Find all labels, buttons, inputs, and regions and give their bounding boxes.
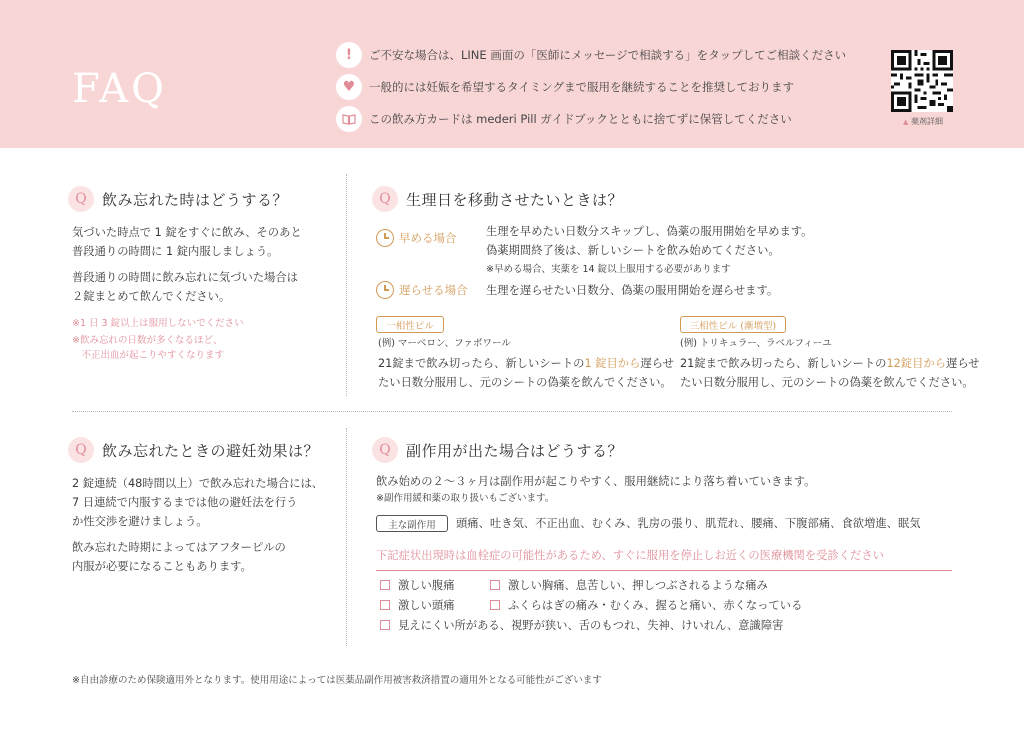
question-title: 副作用が出た場合はどうする？ (406, 441, 624, 460)
notice-text: ご不安な場合は、LINE 画面の「医師にメッセージで相談する」をタップしてご相談ください (369, 48, 847, 62)
answer-text: 気づいた時点で 1 錠をすぐに飲み、そのあと 普段通りの時間に 1 錠内服しましょう。 普段通りの時間に飲み忘れに気づいた場合は ２錠まとめて飲んでください。 (72, 226, 302, 303)
thrombosis-warning: 下記症状出現時は血栓症の可能性があるため、すぐに服用を停止しお近くの医療機関を受診ください (376, 549, 884, 562)
heart-icon: ♥ (336, 74, 362, 100)
checkbox-icon (490, 580, 500, 590)
notice-consult (336, 42, 846, 68)
qr-code[interactable] (891, 50, 953, 112)
book-icon (336, 106, 362, 132)
clock-icon (376, 229, 394, 247)
divider-vertical-top (346, 174, 347, 396)
q-badge: Q (372, 437, 398, 463)
early-description: 生理を早めたい日数分スキップし、偽薬の服用開始を早めます。 偽薬期間終了後は、新しいシートを飲み始めてください。 ※早める場合、実薬を 14 錠以上服用する必要があります (486, 225, 813, 275)
clock-icon (376, 281, 394, 299)
early-label: 早める場合 (376, 229, 457, 247)
symptom-item: 激しい胸痛、息苦しい、押しつぶされるような痛み (490, 577, 768, 593)
triphasic-example: (例) トリキュラー、ラベルフィーユ (680, 338, 832, 349)
triphasic-text: 21錠まで飲み切ったら、新しいシートの12錠目から遅らせ たい日数分服用し、元のシートの偽薬を飲んでください。 (680, 357, 980, 389)
divider-vertical-bottom (346, 428, 347, 646)
q-badge: Q (372, 186, 398, 212)
checkbox-icon (380, 620, 390, 630)
checkbox-icon (380, 600, 390, 610)
footer-note: ※自由診療のため保険適用外となります。使用用途によっては医薬品副作用被害救済措置の適用外となる可能性がございます (72, 675, 602, 686)
checkbox-icon (380, 580, 390, 590)
symptom-item: 激しい腹痛 (380, 577, 455, 593)
answer-notes: ※1 日 3 錠以上は服用しないでください ※飲み忘れの日数が多くなるほど、 不正出血が起こりやすくなります (72, 318, 244, 361)
question-title: 生理日を移動させたいときは？ (406, 190, 624, 209)
main-side-effects-tag: 主な副作用 (376, 515, 448, 532)
triphasic-tag: 三相性ピル (漸増型) (680, 316, 786, 333)
monophasic-tag: 一相性ピル (376, 316, 444, 333)
question-title: 飲み忘れた時はどうする？ (102, 190, 289, 209)
monophasic-text: 21錠まで飲み切ったら、新しいシートの1 錠目から遅らせ たい日数分服用し、元のシートの偽薬を飲んでください。 (378, 357, 674, 389)
faq-question-shift-period (372, 186, 623, 212)
side-effects-intro: 飲み始めの２～３ヶ月は副作用が起こりやすく、服用継続により落ち着いていきます。 ※副作用緩和薬の取り扱いもございます。 (376, 475, 816, 504)
symptom-item: 激しい頭痛 (380, 597, 455, 613)
checkbox-icon (490, 600, 500, 610)
faq-question-missed-dose (68, 186, 288, 212)
question-title: 飲み忘れたときの避妊効果は？ (102, 441, 320, 460)
late-label: 遅らせる場合 (376, 281, 468, 299)
symptom-item: ふくらはぎの痛み・むくみ、握ると痛い、赤くなっている (490, 597, 802, 613)
notice-keep-card (336, 106, 792, 132)
faq-question-contraceptive-effect (68, 437, 319, 463)
qr-caption: ▲ 薬剤詳細 (903, 117, 943, 126)
page-title: FAQ (72, 66, 167, 112)
late-description: 生理を遅らせたい日数分、偽薬の服用開始を遅らせます。 (486, 284, 779, 297)
exclamation-icon: ! (336, 42, 362, 68)
q-badge: Q (68, 186, 94, 212)
header-banner (0, 0, 1024, 148)
notice-text: 一般的には妊娠を希望するタイミングまで服用を継続することを推奨しております (369, 80, 795, 94)
triangle-icon: ▲ (903, 118, 909, 126)
warning-underline (376, 570, 952, 571)
q-badge: Q (68, 437, 94, 463)
notice-text: この飲み方カードは mederi Pill ガイドブックとともに捨てずに保管してください (369, 112, 792, 126)
divider-horizontal (72, 411, 952, 412)
main-side-effects: 頭痛、吐き気、不正出血、むくみ、乳房の張り、肌荒れ、腰痛、下腹部痛、食欲増進、眠気 (456, 517, 921, 530)
symptom-item: 見えにくい所がある、視野が狭い、舌のもつれ、失神、けいれん、意識障害 (380, 617, 783, 633)
faq-question-side-effects (372, 437, 623, 463)
answer-text: 2 錠連続（48時間以上）で飲み忘れた場合には、 7 日連続で内服するまでは他の避妊法を行う か性交渉を避けましょう。 飲み忘れた時期によってはアフターピルの 内服が必要になることもあります。 (72, 477, 324, 573)
monophasic-example: (例) マーベロン、ファボワール (378, 338, 511, 349)
notice-continue (336, 74, 794, 100)
